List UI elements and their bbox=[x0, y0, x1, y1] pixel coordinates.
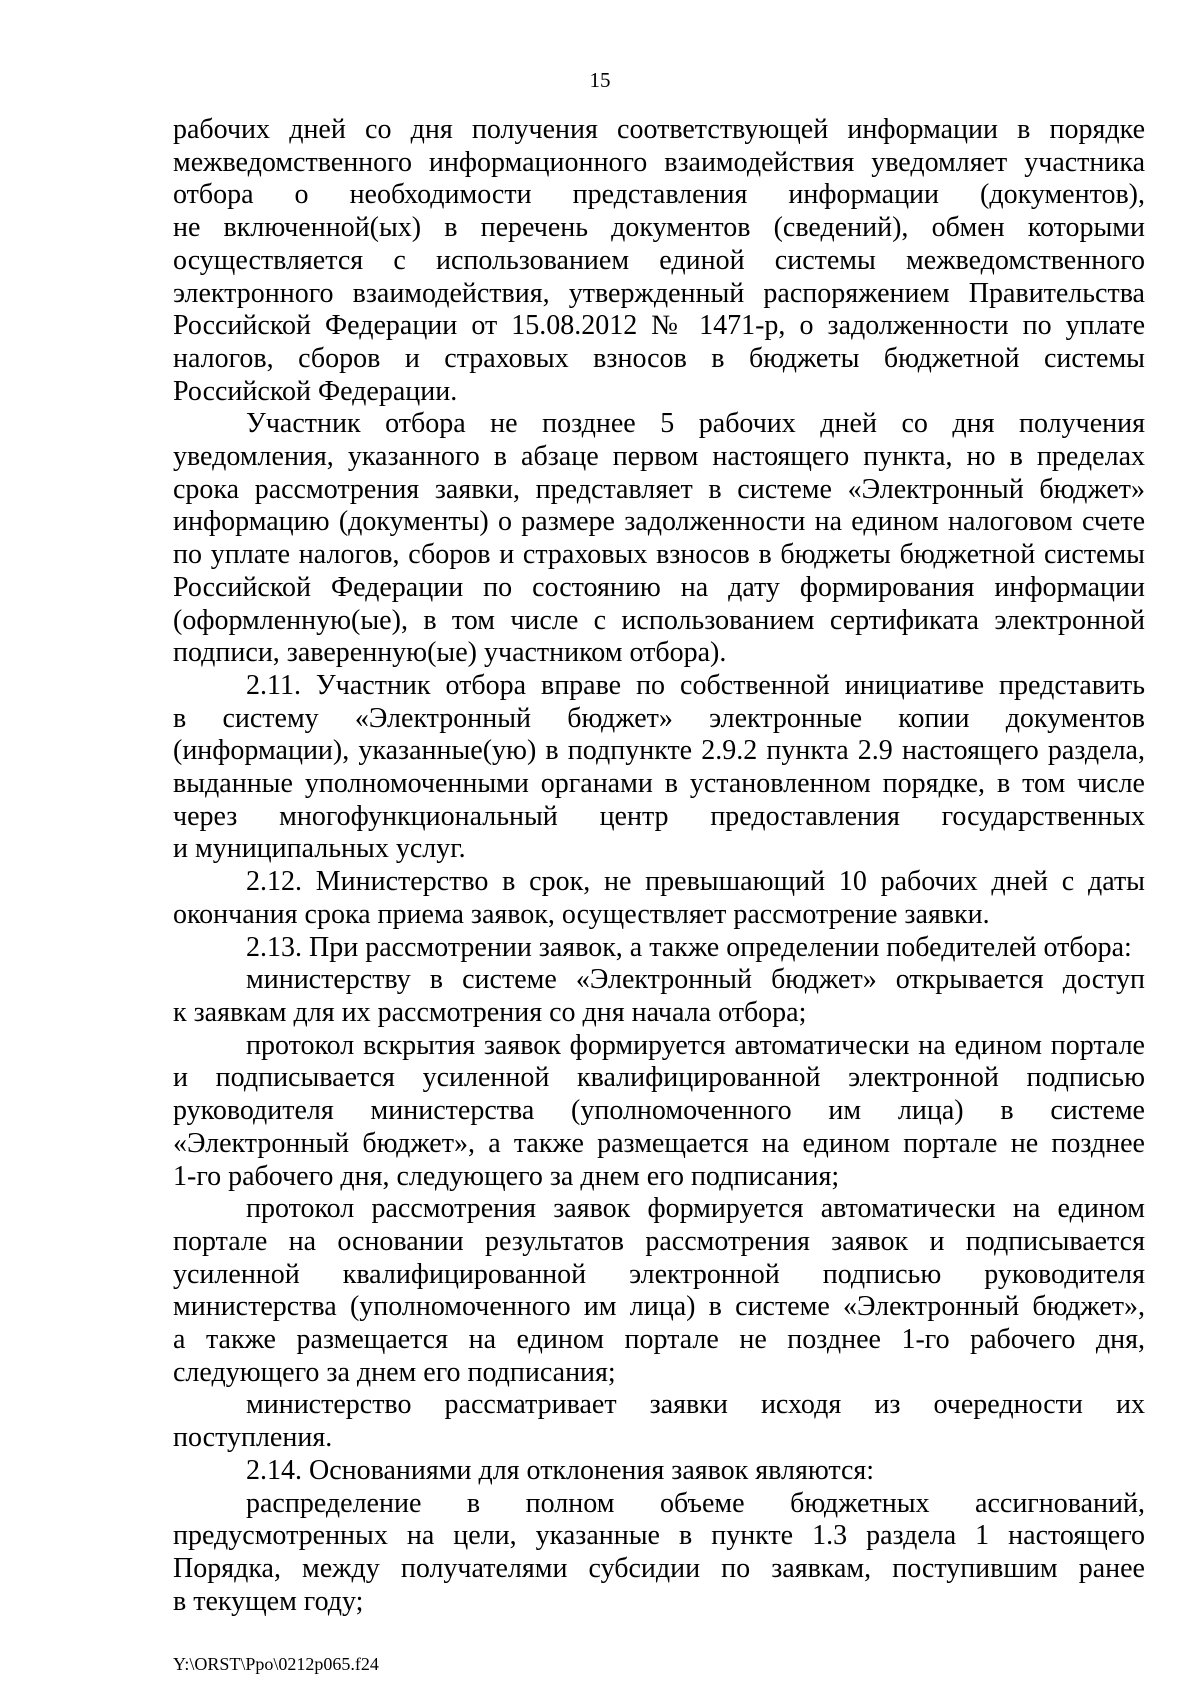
text-line: Российской Федерации по состоянию на дату формирования информации bbox=[173, 571, 1145, 603]
text-line: Российской Федерации от 15.08.2012 № 1471-р, о задолженности по уплате bbox=[173, 310, 1145, 342]
page-number: 15 bbox=[589, 68, 611, 92]
text-line: отбора о необходимости представления информации (документов), bbox=[173, 179, 1145, 211]
text-line: протокол рассмотрения заявок формируется автоматически на едином bbox=[246, 1193, 1145, 1225]
text-line: а также размещается на едином портале не позднее 1-го рабочего дня, bbox=[173, 1324, 1145, 1356]
text-line: через многофункциональный центр предоставления государственных bbox=[173, 800, 1145, 832]
text-line: 2.13. При рассмотрении заявок, а также определении победителей отбора: bbox=[246, 931, 1132, 963]
text-line: (информации), указанные(ую) в подпункте 2.9.2 пункта 2.9 настоящего раздела, bbox=[173, 735, 1145, 767]
text-line: министерству в системе «Электронный бюджет» открывается доступ bbox=[246, 964, 1145, 996]
text-line: межведомственного информационного взаимодействия уведомляет участника bbox=[173, 146, 1145, 178]
text-line: 2.12. Министерство в срок, не превышающий 10 рабочих дней с даты bbox=[246, 866, 1145, 898]
text-line: срока рассмотрения заявки, представляет в системе «Электронный бюджет» bbox=[173, 473, 1145, 505]
text-line: предусмотренных на цели, указанные в пункте 1.3 раздела 1 настоящего bbox=[173, 1520, 1145, 1552]
text-line: по уплате налогов, сборов и страховых взносов в бюджеты бюджетной системы bbox=[173, 539, 1145, 571]
text-line: 1-го рабочего дня, следующего за днем его подписания; bbox=[173, 1160, 840, 1192]
text-line: окончания срока приема заявок, осуществляет рассмотрение заявки. bbox=[173, 898, 990, 930]
text-line: в текущем году; bbox=[173, 1585, 364, 1617]
text-line: 2.14. Основаниями для отклонения заявок являются: bbox=[246, 1454, 875, 1486]
text-line: министерство рассматривает заявки исходя из очередности их bbox=[246, 1389, 1145, 1421]
document-body bbox=[173, 114, 1145, 1618]
text-line: руководителя министерства (уполномоченного им лица) в системе bbox=[173, 1095, 1145, 1127]
text-line: не включенной(ых) в перечень документов (сведений), обмен которыми bbox=[173, 212, 1145, 244]
text-line: Участник отбора не позднее 5 рабочих дней со дня получения bbox=[246, 408, 1145, 440]
text-line: «Электронный бюджет», а также размещается на едином портале не позднее bbox=[173, 1127, 1145, 1159]
file-path-footer: Y:\ORST\Ppo\0212p065.f24 bbox=[173, 1654, 379, 1674]
text-line: выданные уполномоченными органами в установленном порядке, в том числе bbox=[173, 768, 1145, 800]
text-line: портале на основании результатов рассмотрения заявок и подписывается bbox=[173, 1225, 1145, 1257]
text-line: осуществляется с использованием единой системы межведомственного bbox=[173, 244, 1145, 276]
text-line: поступления. bbox=[173, 1422, 333, 1454]
text-line: усиленной квалифицированной электронной подписью руководителя bbox=[173, 1258, 1145, 1290]
text-line: (оформленную(ые), в том числе с использованием сертификата электронной bbox=[173, 604, 1145, 636]
text-line: 2.11. Участник отбора вправе по собственной инициативе представить bbox=[246, 669, 1145, 701]
text-line: информацию (документы) о размере задолженности на едином налоговом счете bbox=[173, 506, 1145, 538]
text-line: рабочих дней со дня получения соответствующей информации в порядке bbox=[173, 114, 1145, 145]
text-line: Порядка, между получателями субсидии по заявкам, поступившим ранее bbox=[173, 1552, 1145, 1584]
text-line: в систему «Электронный бюджет» электронные копии документов bbox=[173, 702, 1145, 734]
text-line: и муниципальных услуг. bbox=[173, 833, 466, 865]
text-line: и подписывается усиленной квалифицированной электронной подписью bbox=[173, 1062, 1145, 1094]
text-line: Российской Федерации. bbox=[173, 375, 458, 407]
text-line: министерства (уполномоченного им лица) в системе «Электронный бюджет», bbox=[173, 1291, 1145, 1323]
text-line: налогов, сборов и страховых взносов в бюджеты бюджетной системы bbox=[173, 342, 1145, 374]
text-line: подписи, заверенную(ые) участником отбора). bbox=[173, 637, 727, 669]
text-line: протокол вскрытия заявок формируется автоматически на едином портале bbox=[246, 1029, 1145, 1061]
text-line: электронного взаимодействия, утвержденный распоряжением Правительства bbox=[173, 277, 1145, 309]
text-line: к заявкам для их рассмотрения со дня начала отбора; bbox=[173, 996, 807, 1028]
text-line: уведомления, указанного в абзаце первом настоящего пункта, но в пределах bbox=[173, 441, 1145, 473]
text-line: распределение в полном объеме бюджетных ассигнований, bbox=[246, 1487, 1145, 1519]
text-line: следующего за днем его подписания; bbox=[173, 1356, 616, 1388]
